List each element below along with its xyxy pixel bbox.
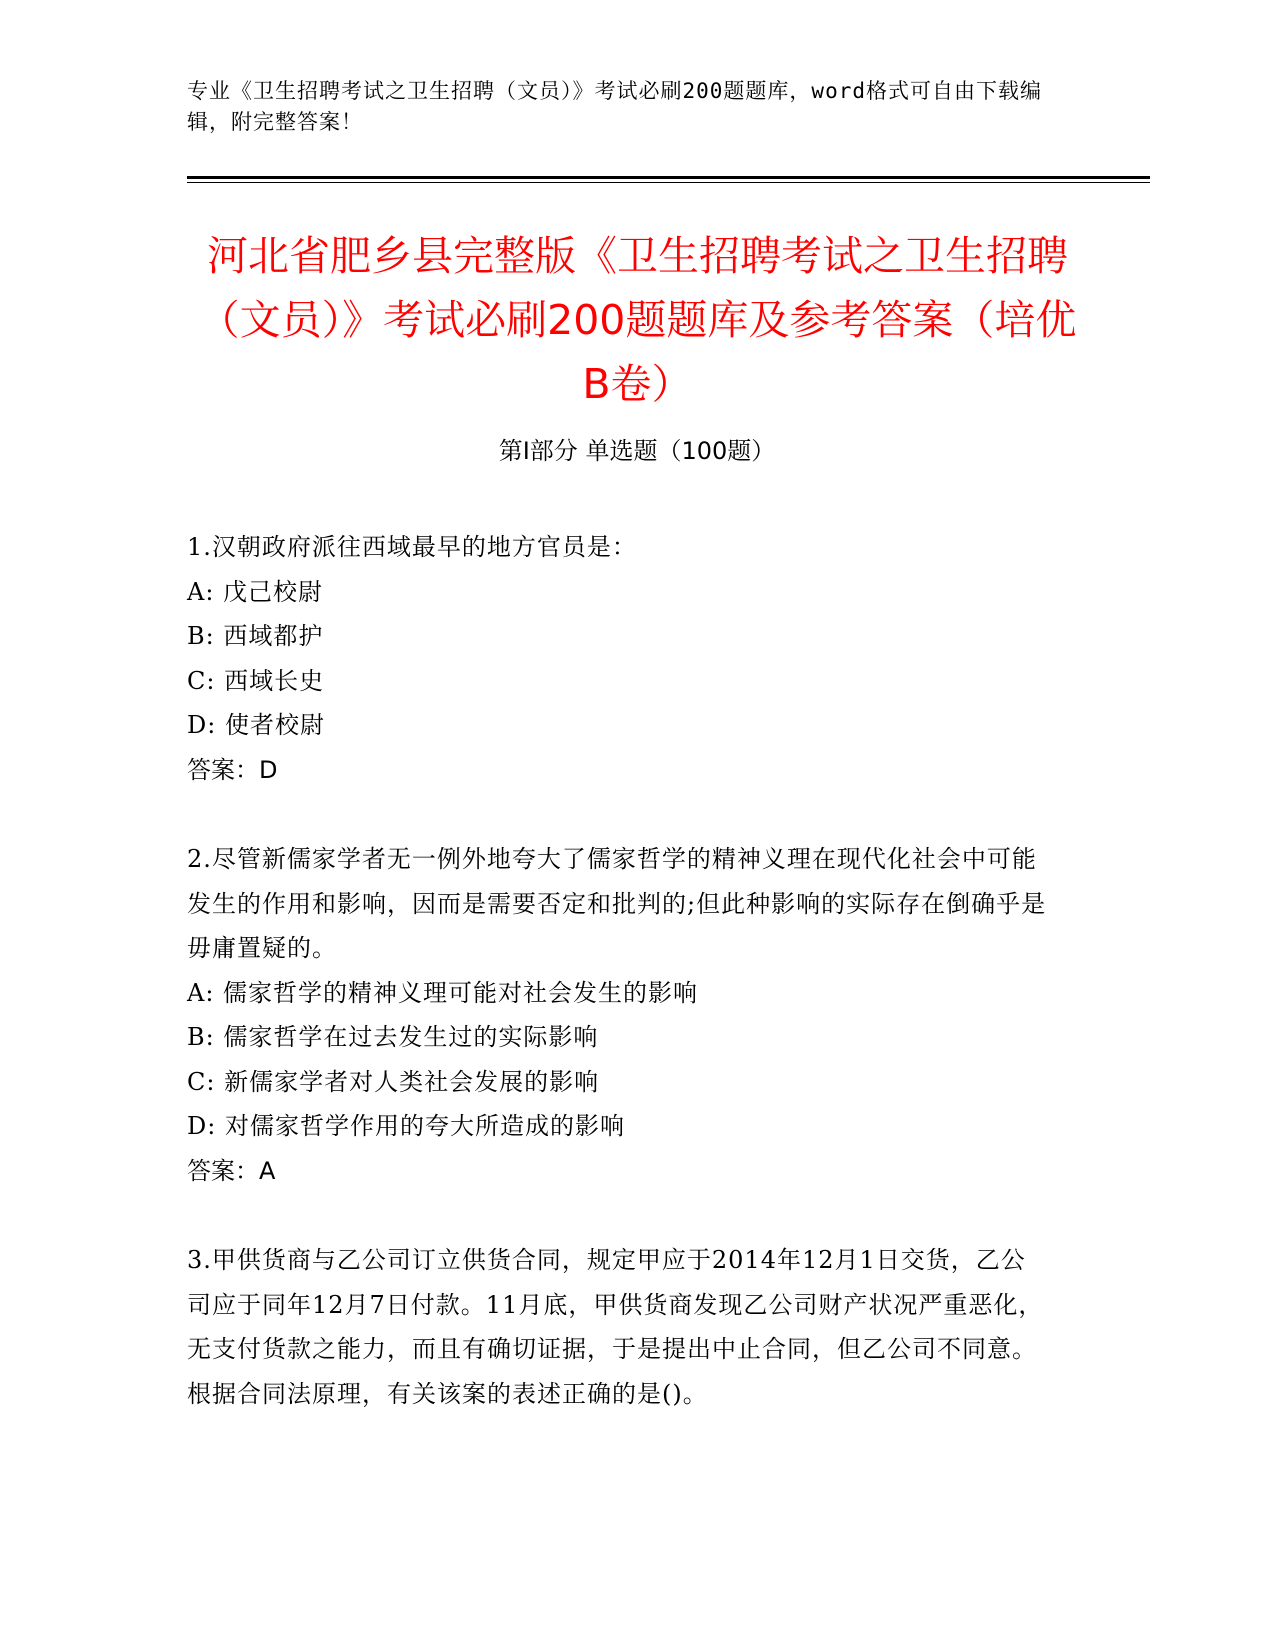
answer-line: 答案：D (187, 755, 278, 784)
option-c: C: 新儒家学者对人类社会发展的影响 (187, 1067, 600, 1096)
question-stem: 2.尽管新儒家学者无一例外地夸大了儒家哲学的精神义理在现代化社会中可能发生的作用和影响，因而是需要否定和批判的;但此种影响的实际存在倒确乎是毋庸置疑的。 (187, 845, 1047, 962)
option-a: A: 儒家哲学的精神义理可能对社会发生的影响 (187, 978, 699, 1007)
option-d: D: 使者校尉 (187, 711, 325, 739)
question-3 (187, 1238, 1087, 1416)
header-divider-thick (187, 176, 1150, 179)
option-d: D: 对儒家哲学作用的夸大所造成的影响 (187, 1112, 625, 1140)
answer-line: 答案：A (187, 1156, 276, 1185)
option-b: B: 西域都护 (187, 622, 324, 650)
header-note: 专业《卫生招聘考试之卫生招聘（文员）》考试必刷200题题库，word格式可自由下载编辑，附完整答案！ (187, 79, 1042, 134)
option-c: C: 西域长史 (187, 666, 325, 695)
option-b: B: 儒家哲学在过去发生过的实际影响 (187, 1023, 599, 1051)
question-1 (187, 525, 1087, 792)
question-2 (187, 837, 1087, 1193)
question-stem: 1.汉朝政府派往西域最早的地方官员是： (187, 533, 637, 561)
header-divider-thin (187, 182, 1150, 183)
document-title: 河北省肥乡县完整版《卫生招聘考试之卫生招聘（文员）》考试必刷200题题库及参考答案（培优B卷） (198, 232, 1077, 408)
question-stem: 3.甲供货商与乙公司订立供货合同，规定甲应于2014年12月1日交货，乙公司应于同年12月7日付款。11月底，甲供货商发现乙公司财产状况严重恶化，无支付货款之能力，而且有确切证据，于是提出中止合同，但乙公司不同意。根据合同法原理，有关该案的表述正确的是()。 (187, 1246, 1044, 1408)
question-list (187, 525, 1087, 1416)
option-a: A: 戊己校尉 (187, 577, 324, 606)
section-title: 第I部分 单选题（100题） (498, 437, 776, 465)
